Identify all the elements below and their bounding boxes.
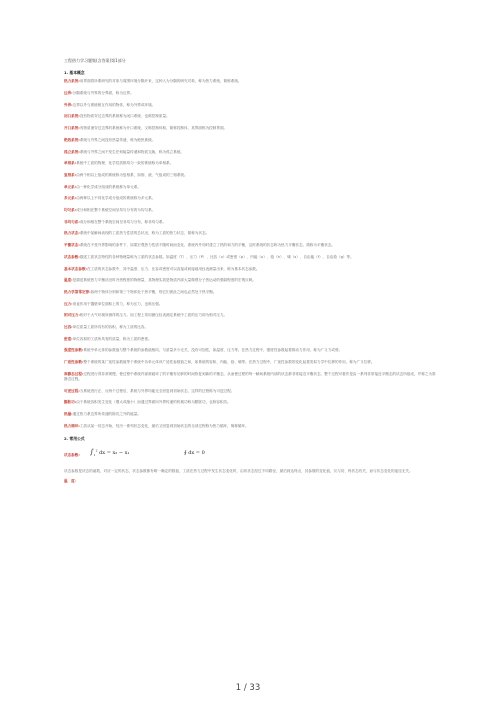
definition-term: 均匀系: (64, 208, 77, 213)
definition-description: 系统中单元体的参数值与整个系统的参数值相同，与质量多少无关，没有可加性，如温度、压力等。在热力过程中，强度性参数起着推动力作用，称为广义力或势。 (83, 348, 343, 353)
definition-term: 孤立系统: (64, 149, 80, 154)
definition-description: 在工质的状态参数中，其中温度、压力、比容或密度可以直接或间接地用仪表测量出来，称为基本状态参数。 (87, 266, 260, 271)
definition-item (64, 278, 436, 283)
integral-lower-limit: 1 (93, 453, 96, 458)
definition-item (64, 79, 436, 84)
definition-item (64, 126, 436, 131)
definition-term: 状态参数: (64, 254, 80, 259)
definition-description: 由两种以上不同化学成分组成的系统称为多元系。 (76, 196, 156, 201)
definition-term: 边界: (64, 91, 73, 95)
definition-item (64, 196, 436, 201)
temperature-line (64, 479, 436, 484)
definition-term: 热力系统: (64, 79, 80, 84)
definition-item (64, 150, 436, 155)
definition-description: 系统在不受外界影响的条件下，如果宏观热力性质不随时间而变化，系统内外同时建立了热的和力的平衡，这时系统的状态称为热力平衡状态，简称为平衡状态。 (79, 243, 335, 248)
definition-item (64, 220, 436, 225)
definition-term: 强度性参数: (64, 348, 84, 353)
definition-item (64, 267, 436, 272)
definition-term: 单元系: (64, 184, 77, 189)
definition-item (64, 243, 436, 248)
definition-item (64, 400, 436, 405)
definitions-list (64, 79, 436, 429)
definition-item (64, 325, 436, 330)
definition-item (64, 424, 436, 429)
definition-item (64, 290, 436, 295)
definition-term: 平衡状态: (64, 243, 80, 248)
formula-label: 状态参数: (64, 453, 80, 458)
definition-term: 膨胀功: (64, 400, 77, 405)
definition-item (64, 185, 436, 190)
definition-term: 热力状态: (64, 231, 80, 236)
definition-term: 比容: (64, 325, 73, 330)
definition-term: 热力循环: (64, 423, 80, 428)
definition-description: 通过热力系边界所传递的除功之外的能量。 (72, 412, 141, 417)
definition-description: 由于系统容积发生变化（增大或缩小）而通过界面向外界传递的机械功称为膨胀功，也称容积功。 (76, 400, 231, 405)
definition-item (64, 389, 436, 394)
definition-description: 当系统进行正、反两个过程后，系统与外界均能完全回复到初始状态，这样的过程称为可逆过程。 (79, 388, 235, 393)
definition-description: 成分和相在整个系统空间呈均匀分布的为均匀系。 (76, 208, 156, 213)
definition-description: 分隔系统与外界的分界面，称为边界。 (72, 91, 134, 95)
definition-item (64, 302, 436, 307)
temperature-label: 温 度： (64, 479, 79, 484)
definition-term: 单相系: (64, 161, 77, 166)
definition-term: 开口系统: (64, 126, 80, 131)
definition-item (64, 114, 436, 119)
definition-description: 单位质量工质所具有的容积，称为工质的比容。 (72, 325, 149, 330)
definition-description: 没有物质穿过边界的系统称为闭口系统，也称控制质量。 (79, 114, 170, 119)
definition-item (64, 103, 436, 108)
page-indicator: 1 / 33 (235, 683, 261, 693)
definition-description: 系统中工质的物理、化学性质都均匀一致的系统称为单相系。 (76, 161, 174, 166)
definition-description: 描述工质状态特性的各种物理量称为工质的状态参数。如温度（T）、压力（P）、比容（υ）或密度（ρ）、内能（u）、焓（h）、熵（s）、自由能（f）、自由焓（g）等。 (79, 254, 354, 259)
cyclic-integral-formula: ∮ dx = 0 (184, 450, 205, 457)
definition-item (64, 313, 436, 318)
definition-term: 准静态过程: (64, 371, 84, 376)
definition-description: 用界面将所要研究的对象与周围环境分隔开来，这种人为分隔的研究对象，称为热力系统，简称系统。 (79, 79, 242, 84)
definition-description: 工质从某一初态开始，经历一系列状态变化，最后又回复到初始状态的全部过程称为热力循环，简称循环。 (79, 423, 249, 428)
integral-upper-limit: 2 (95, 448, 98, 453)
definition-item (64, 412, 436, 417)
definition-description: 是描述系统热力平衡状况时冷热程度的物理量，其物理实质是物质内部大量微观分子热运动的强弱程度的宏观反映。 (72, 278, 256, 283)
definition-description: 单位容积的工质所具有的质量，称为工质的密度。 (72, 336, 152, 341)
definition-term: 闭口系统: (64, 114, 80, 119)
definition-item (64, 91, 436, 96)
integral-body: dx = x₂ − x₁ (99, 450, 130, 457)
definition-description: 系统与外界之间不发生任何能量传递和物质交换，称为孤立系统。 (79, 149, 185, 154)
definition-description: 过程进行得非常缓慢，使过程中系统内部被破坏了的平衡有足够的时间恢复到新的平衡态，从而使过程的每一瞬间系统内部的状态都非常接近平衡状态，整个过程可看作是由一系列非常接近平衡态的状态所组成，并称之为准静态过程。 (64, 371, 436, 382)
definition-description: 由一种化学成分组成的系统称为单元系。 (76, 184, 141, 189)
definition-description: 成分和相在整个系统空间呈非均匀分布，称非均匀系。 (79, 219, 167, 224)
definition-item (64, 372, 436, 382)
definition-description: 系统中某瞬间表现的工质热力性质的总状况，称为工质的热力状态，简称为状态。 (79, 231, 210, 236)
definition-description: 垂直作用于器壁单位面积上的力，称为压力，也称压强。 (72, 301, 163, 306)
definition-description: 有物质流穿过边界的系统称为开口系统，又称控制体积，简称控制体，其界面称为控制界面。 (79, 126, 228, 131)
definition-term: 密度: (64, 336, 73, 341)
definition-term: 复相系: (64, 172, 77, 177)
definition-description: 相对于大气环境所测得的压力。如工程上常用测压仪表测定系统中工质的压力即为相对压力。 (79, 313, 228, 318)
definition-description: 如两个物体分别和第三个物体处于热平衡，则它们彼此之间也必然处于热平衡。 (90, 289, 217, 294)
section-heading-formulas: 2. 常用公式 (64, 435, 85, 441)
definition-term: 外界: (64, 102, 73, 107)
definition-term: 绝热系统: (64, 137, 80, 142)
document-content (64, 58, 436, 491)
definition-description: 整个系统的某广延性参数值等于系统中各单元体该广延性参数值之和，如系统的容积、内能、焓、熵等。在热力过程中，广延性参数的变化起着类似力学中位移的作用，称为广义位移。 (83, 360, 375, 365)
definition-term: 多元系: (64, 196, 77, 201)
definition-item (64, 138, 436, 143)
section-heading-basic-concepts: 1. 基本概念 (64, 69, 85, 75)
definition-term: 广延性参数: (64, 360, 84, 365)
definition-item (64, 161, 436, 166)
definition-term: 热量: (64, 412, 73, 417)
definition-item (64, 208, 436, 213)
definition-item (64, 348, 436, 353)
definition-term: 非均匀系: (64, 219, 80, 224)
definition-item (64, 173, 436, 178)
definition-item (64, 255, 436, 260)
definition-term: 热力学第零定律: (64, 289, 91, 294)
state-parameter-formula (64, 445, 436, 467)
definition-item (64, 337, 436, 342)
definition-term: 温度: (64, 278, 73, 283)
definition-term: 压力: (64, 301, 73, 306)
definition-item (64, 360, 436, 365)
document-title: 工程热力学习题集(含答案)第1部分 (64, 58, 126, 63)
definition-description: 由两个相以上组成的系统称为复相系，如固、液、气组成的三相系统。 (76, 172, 188, 177)
definition-term: 基本状态参数: (64, 266, 87, 271)
definition-description: 系统与外界之间没有热量传递，称为绝热系统。 (79, 137, 156, 142)
definition-item (64, 231, 436, 236)
integral-formula-1: $\int_1^2$ dx = x₂ − x₁ (90, 448, 130, 458)
definition-description: 边界以外与系统相互作用的物体，称为外界或环境。 (72, 102, 156, 107)
state-parameter-explanation: 状态参数是状态的函数，对应一定的状态，状态参数都有唯一确定的数值，工质在热力过程中发生状态变化时，由初状态经过不同路径，最后到达终点，其参数的变化值，仅与初、终状态有关，而与状态变化的途径无关。 (64, 469, 413, 474)
definition-term: 可逆过程: (64, 388, 80, 393)
definition-term: 相对压力: (64, 313, 80, 318)
